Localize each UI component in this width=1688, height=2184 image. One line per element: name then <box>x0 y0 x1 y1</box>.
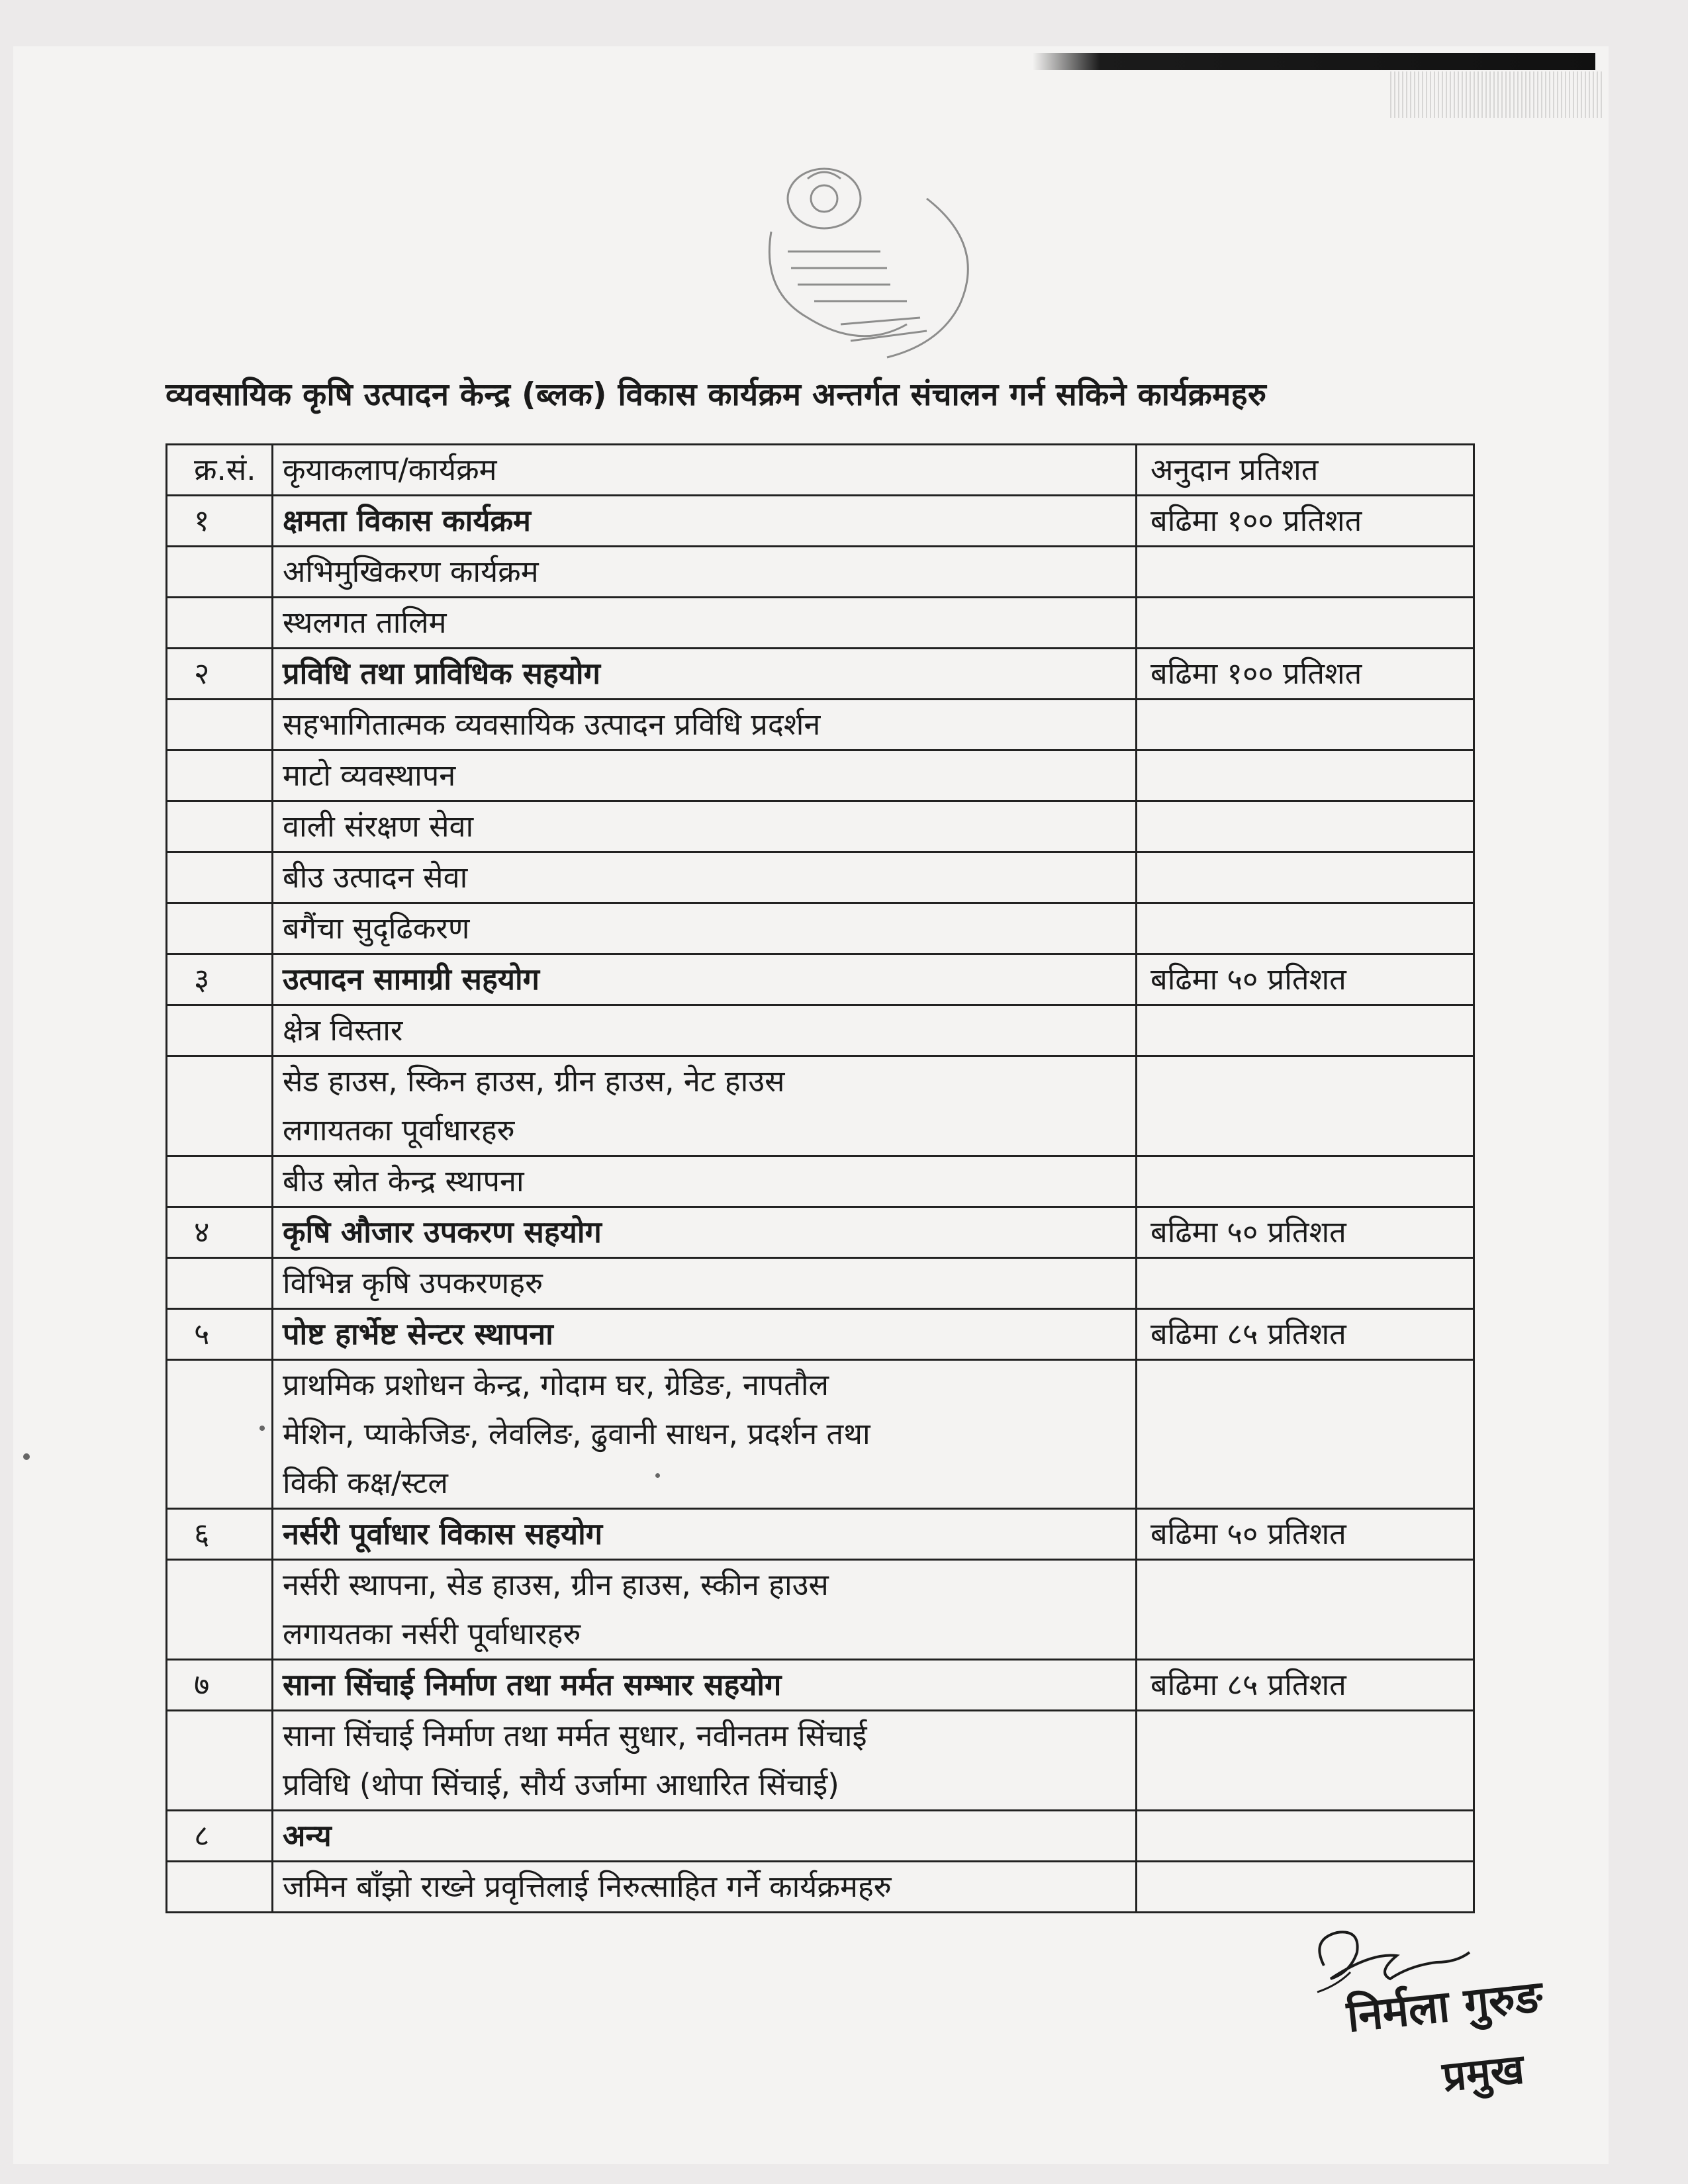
scan-speck <box>23 1453 30 1460</box>
scan-edge-bar <box>1033 53 1595 70</box>
table-header-row <box>167 445 1474 496</box>
cell-sn <box>167 903 273 954</box>
cell-activity: बीउ स्रोत केन्द्र स्थापना <box>273 1156 1137 1207</box>
cell-grant <box>1137 903 1474 954</box>
cell-sn <box>167 1360 273 1509</box>
signatory-title: प्रमुख <box>1440 2044 1526 2101</box>
cell-grant: बढिमा ५० प्रतिशत <box>1137 1207 1474 1258</box>
cell-sn <box>167 1156 273 1207</box>
table-row <box>167 1360 1474 1509</box>
cell-sn: २ <box>167 649 273 700</box>
cell-grant: बढिमा ५० प्रतिशत <box>1137 954 1474 1005</box>
header-grant: अनुदान प्रतिशत <box>1137 445 1474 496</box>
activity-line: विकी कक्ष/स्टल <box>283 1465 448 1500</box>
table-row <box>167 751 1474 801</box>
cell-activity: स्थलगत तालिम <box>273 598 1137 649</box>
table-section-row <box>167 1309 1474 1360</box>
cell-grant <box>1137 1811 1474 1862</box>
cell-grant <box>1137 1560 1474 1660</box>
cell-sn: १ <box>167 496 273 547</box>
cell-sn <box>167 1258 273 1309</box>
cell-grant <box>1137 700 1474 751</box>
table-row <box>167 700 1474 751</box>
table-row <box>167 1156 1474 1207</box>
table-row <box>167 1862 1474 1913</box>
cell-activity: साना सिंचाई निर्माण तथा मर्मत सम्भार सहयोग <box>273 1660 1137 1711</box>
cell-sn: ३ <box>167 954 273 1005</box>
cell-grant <box>1137 852 1474 903</box>
cell-activity <box>273 1711 1137 1811</box>
cell-grant <box>1137 1056 1474 1156</box>
activity-line: प्रविधि (थोपा सिंचाई, सौर्य उर्जामा आधारित सिंचाई) <box>283 1767 839 1802</box>
cell-activity: माटो व्यवस्थापन <box>273 751 1137 801</box>
cell-activity: क्षेत्र विस्तार <box>273 1005 1137 1056</box>
seal-stamp-icon <box>708 152 1013 377</box>
activity-line: मेशिन, प्याकेजिङ, लेवलिङ, ढुवानी साधन, प्रदर्शन तथा <box>283 1416 870 1451</box>
cell-sn: ६ <box>167 1509 273 1560</box>
table-row <box>167 1056 1474 1156</box>
table-row <box>167 1560 1474 1660</box>
table-row <box>167 801 1474 852</box>
activity-line: नर्सरी स्थापना, सेड हाउस, ग्रीन हाउस, स्कीन हाउस <box>283 1567 829 1602</box>
cell-grant <box>1137 1258 1474 1309</box>
cell-activity <box>273 1560 1137 1660</box>
activity-line: लगायतका नर्सरी पूर्वाधारहरु <box>283 1616 581 1651</box>
programs-table <box>165 443 1475 1913</box>
cell-activity: अन्य <box>273 1811 1137 1862</box>
cell-activity: बगैंचा सुदृढिकरण <box>273 903 1137 954</box>
table-section-row <box>167 1660 1474 1711</box>
table-row <box>167 1005 1474 1056</box>
cell-activity <box>273 1360 1137 1509</box>
cell-activity: पोष्ट हार्भेष्ट सेन्टर स्थापना <box>273 1309 1137 1360</box>
cell-sn <box>167 801 273 852</box>
cell-grant: बढिमा १०० प्रतिशत <box>1137 496 1474 547</box>
cell-activity: प्रविधि तथा प्राविधिक सहयोग <box>273 649 1137 700</box>
cell-sn <box>167 1862 273 1913</box>
cell-grant: बढिमा ८५ प्रतिशत <box>1137 1660 1474 1711</box>
cell-grant <box>1137 598 1474 649</box>
cell-sn <box>167 598 273 649</box>
cell-sn <box>167 852 273 903</box>
cell-sn <box>167 1005 273 1056</box>
table-section-row <box>167 1811 1474 1862</box>
cell-grant <box>1137 1360 1474 1509</box>
cell-grant <box>1137 1005 1474 1056</box>
cell-activity: नर्सरी पूर्वाधार विकास सहयोग <box>273 1509 1137 1560</box>
table-section-row <box>167 1207 1474 1258</box>
activity-line: प्राथमिक प्रशोधन केन्द्र, गोदाम घर, ग्रेडिङ, नापतौल <box>283 1367 829 1402</box>
table-row <box>167 1711 1474 1811</box>
table-row <box>167 852 1474 903</box>
cell-grant <box>1137 751 1474 801</box>
activity-line: लगायतका पूर्वाधारहरु <box>283 1113 515 1148</box>
header-sn: क्र.सं. <box>167 445 273 496</box>
table-section-row <box>167 496 1474 547</box>
activity-line: सेड हाउस, स्किन हाउस, ग्रीन हाउस, नेट हाउस <box>283 1064 785 1099</box>
cell-sn: ७ <box>167 1660 273 1711</box>
cell-activity: जमिन बाँझो राख्ने प्रवृत्तिलाई निरुत्साहित गर्ने कार्यक्रमहरु <box>273 1862 1137 1913</box>
cell-grant: बढिमा १०० प्रतिशत <box>1137 649 1474 700</box>
cell-grant <box>1137 1711 1474 1811</box>
cell-activity: अभिमुखिकरण कार्यक्रम <box>273 547 1137 598</box>
cell-activity: उत्पादन सामाग्री सहयोग <box>273 954 1137 1005</box>
signatory-name: निर्मला गुरुङ <box>1344 1970 1546 2042</box>
document-title: व्यवसायिक कृषि उत्पादन केन्द्र (ब्लक) विकास कार्यक्रम अन्तर्गत संचालन गर्न सकिने कार्यक्रमहरु <box>165 377 1267 413</box>
cell-sn <box>167 1056 273 1156</box>
cell-grant: बढिमा ५० प्रतिशत <box>1137 1509 1474 1560</box>
scan-speck <box>259 1426 265 1431</box>
cell-grant <box>1137 1156 1474 1207</box>
cell-grant <box>1137 801 1474 852</box>
cell-sn <box>167 1560 273 1660</box>
cell-sn <box>167 1711 273 1811</box>
cell-activity: बीउ उत्पादन सेवा <box>273 852 1137 903</box>
table-row <box>167 903 1474 954</box>
cell-activity: क्षमता विकास कार्यक्रम <box>273 496 1137 547</box>
table-section-row <box>167 1509 1474 1560</box>
cell-sn <box>167 547 273 598</box>
cell-sn: ५ <box>167 1309 273 1360</box>
cell-sn <box>167 751 273 801</box>
cell-activity: वाली संरक्षण सेवा <box>273 801 1137 852</box>
table-row <box>167 598 1474 649</box>
header-activity: कृयाकलाप/कार्यक्रम <box>273 445 1137 496</box>
cell-activity <box>273 1056 1137 1156</box>
table-section-row <box>167 649 1474 700</box>
cell-grant <box>1137 1862 1474 1913</box>
cell-activity: कृषि औजार उपकरण सहयोग <box>273 1207 1137 1258</box>
cell-activity: सहभागितात्मक व्यवसायिक उत्पादन प्रविधि प्रदर्शन <box>273 700 1137 751</box>
scan-speck <box>655 1473 660 1478</box>
activity-line: साना सिंचाई निर्माण तथा मर्मत सुधार, नवीनतम सिंचाई <box>283 1718 867 1753</box>
cell-grant <box>1137 547 1474 598</box>
cell-sn: ८ <box>167 1811 273 1862</box>
table-row <box>167 547 1474 598</box>
cell-sn: ४ <box>167 1207 273 1258</box>
table-row <box>167 1258 1474 1309</box>
cell-activity: विभिन्न कृषि उपकरणहरु <box>273 1258 1137 1309</box>
scan-noise <box>1390 71 1602 118</box>
cell-grant: बढिमा ८५ प्रतिशत <box>1137 1309 1474 1360</box>
cell-sn <box>167 700 273 751</box>
table-section-row <box>167 954 1474 1005</box>
